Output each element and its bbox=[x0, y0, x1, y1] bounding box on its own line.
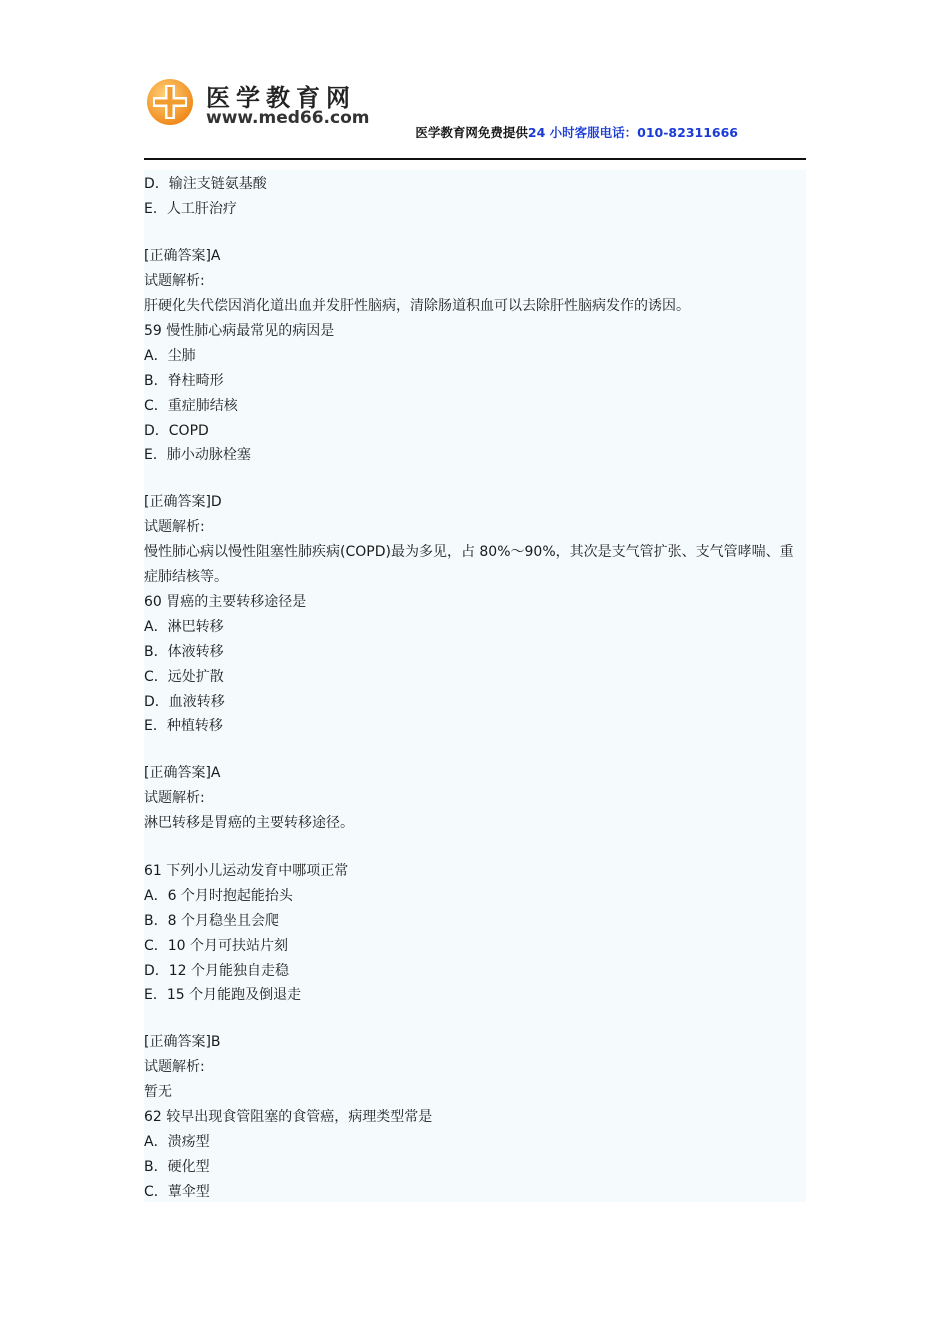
option-line: D．血液转移 bbox=[144, 694, 225, 710]
explanation-label: 试题解析: bbox=[144, 790, 205, 806]
question-content bbox=[144, 170, 806, 1202]
header-divider bbox=[144, 158, 806, 160]
question-line: 59 慢性肺心病最常见的病因是 bbox=[144, 323, 335, 339]
option-line: B．脊柱畸形 bbox=[144, 373, 224, 389]
option-line: B．8 个月稳坐且会爬 bbox=[144, 913, 279, 929]
explanation-text: 淋巴转移是胃癌的主要转移途径。 bbox=[144, 815, 354, 831]
medical-cross-logo-icon bbox=[146, 78, 194, 126]
answer-line: [正确答案]B bbox=[144, 1034, 221, 1050]
explanation-label: 试题解析: bbox=[144, 519, 205, 535]
answer-line: [正确答案]A bbox=[144, 765, 221, 781]
question-line: 61 下列小儿运动发育中哪项正常 bbox=[144, 863, 349, 879]
option-line: A．溃疡型 bbox=[144, 1134, 210, 1150]
option-line: A．6 个月时抱起能抬头 bbox=[144, 888, 293, 904]
option-line: B．体液转移 bbox=[144, 644, 224, 660]
tagline-phone: 24 小时客服电话：010-82311666 bbox=[527, 125, 738, 140]
question-line: 60 胃癌的主要转移途径是 bbox=[144, 594, 307, 610]
option-line: E．种植转移 bbox=[144, 718, 223, 734]
option-line: D．输注支链氨基酸 bbox=[144, 176, 267, 192]
option-line: A．淋巴转移 bbox=[144, 619, 224, 635]
logo-url: www.med66.com bbox=[206, 108, 370, 128]
option-line: E．15 个月能跑及倒退走 bbox=[144, 987, 302, 1003]
site-logo[interactable] bbox=[146, 76, 376, 132]
explanation-label: 试题解析: bbox=[144, 273, 205, 289]
option-line: D．12 个月能独自走稳 bbox=[144, 963, 290, 979]
option-line: C．蕈伞型 bbox=[144, 1184, 210, 1200]
option-line: C．远处扩散 bbox=[144, 669, 224, 685]
answer-line: [正确答案]A bbox=[144, 248, 221, 264]
explanation-text: 肝硬化失代偿因消化道出血并发肝性脑病，清除肠道积血可以去除肝性脑病发作的诱因。 bbox=[144, 298, 690, 314]
option-line: E．肺小动脉栓塞 bbox=[144, 447, 251, 463]
service-tagline bbox=[415, 123, 738, 141]
option-line: A．尘肺 bbox=[144, 348, 196, 364]
explanation-text: 暂无 bbox=[144, 1084, 172, 1100]
explanation-text: 慢性肺心病以慢性阻塞性肺疾病(COPD)最为多见，占 80%～90%，其次是支气管扩张、支气管哮喘、重症肺结核等。 bbox=[144, 544, 794, 585]
option-line: C．重症肺结核 bbox=[144, 398, 238, 414]
tagline-prefix: 医学教育网免费提供 bbox=[415, 125, 528, 140]
page-header bbox=[144, 70, 806, 160]
question-line: 62 较早出现食管阻塞的食管癌，病理类型常是 bbox=[144, 1109, 433, 1125]
option-line: B．硬化型 bbox=[144, 1159, 210, 1175]
logo-chinese-name: 医学教育网 bbox=[206, 84, 356, 112]
explanation-label: 试题解析: bbox=[144, 1059, 205, 1075]
option-line: E．人工肝治疗 bbox=[144, 201, 237, 217]
option-line: C．10 个月可扶站片刻 bbox=[144, 938, 289, 954]
answer-line: [正确答案]D bbox=[144, 494, 222, 510]
option-line: D．COPD bbox=[144, 423, 209, 439]
